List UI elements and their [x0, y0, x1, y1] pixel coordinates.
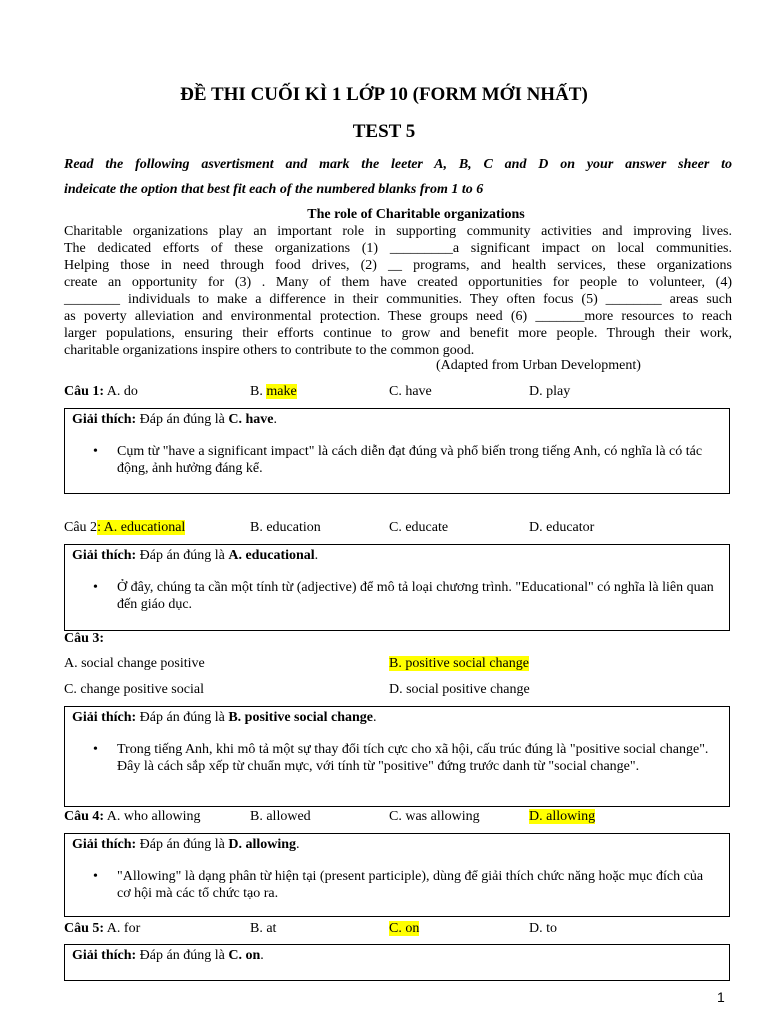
highlighted-option: C. on: [389, 921, 420, 936]
passage-source: (Adapted from Urban Development): [436, 358, 641, 373]
highlighted-option: make: [266, 384, 297, 399]
question-label: Câu 2: [64, 520, 98, 535]
option-b: B. at: [250, 921, 277, 936]
passage-line: create an opportunity for (3) . Many of them have created opportunities for people to volunteer, (4): [64, 275, 732, 290]
explanation-text: Cụm từ "have a significant impact" là cách diễn đạt đúng và phổ biến trong tiếng Anh, có nghĩa là có tác động, ảnh hưởng đáng kể.: [117, 444, 703, 476]
question-2-row: [64, 520, 185, 536]
explanation-text: Ở đây, chúng ta cần một tính từ (adjective) để mô tả loại chương trình. "Educational" có nghĩa là liên quan đến giáo dục.: [117, 580, 714, 612]
explanation-heading: Giải thích: Đáp án đúng là D. allowing.: [72, 837, 300, 852]
highlighted-option: : A. educational: [97, 520, 186, 535]
explanation-text: Trong tiếng Anh, khi mô tả một sự thay đổi tích cực cho xã hội, cấu trúc đúng là "positive social change". Đây là cách sắp xếp từ chuẩn mực, với tính từ "positive" đứng trước danh từ "social change".: [117, 742, 709, 774]
option-a: A. who allowing: [106, 809, 201, 824]
passage-line: Charitable organizations play an important role in supporting community activities and improving lives.: [64, 224, 732, 239]
option-d: D. social positive change: [389, 682, 530, 697]
passage-line: Helping those in need through food drives, (2) __ programs, and health services, these organizations: [64, 258, 732, 273]
option-d: D. educator: [529, 520, 595, 535]
option-c: C. educate: [389, 520, 449, 535]
question-4-row: [64, 809, 201, 825]
bullet-icon: •: [93, 580, 98, 595]
option-c: C. was allowing: [389, 809, 480, 824]
passage-line: as poverty alleviation and environmental protection. These groups need (6) _______more resources to reach: [64, 309, 732, 324]
option-d: [529, 809, 595, 825]
exam-title: ĐỀ THI CUỐI KÌ 1 LỚP 10 (FORM MỚI NHẤT): [180, 84, 588, 105]
passage-line: The dedicated efforts of these organizations (1) _________a significant impact on local communities.: [64, 241, 732, 256]
explanation-heading: Giải thích: Đáp án đúng là B. positive social change.: [72, 710, 377, 725]
bullet-icon: •: [93, 742, 98, 757]
passage-line: charitable organizations inspire others to contribute to the common good.: [64, 343, 475, 358]
instruction-line-1: Read the following asvertisment and mark the leeter A, B, C and D on your answer sheer to: [64, 157, 732, 172]
page-number: 1: [717, 989, 725, 1005]
highlighted-option: B. positive social change: [389, 656, 529, 671]
option-c: C. change positive social: [64, 682, 204, 697]
highlighted-option: D. allowing: [529, 809, 596, 824]
passage-title: The role of Charitable organizations: [307, 207, 525, 222]
option-b: [389, 656, 529, 672]
passage-line: ________ individuals to make a difference in their communities. They often focus (5) ________ areas such: [64, 292, 732, 307]
bullet-icon: •: [93, 444, 98, 459]
option-a: A. for: [106, 921, 141, 936]
explanation-box-2: [64, 544, 730, 631]
explanation-heading: Giải thích: Đáp án đúng là C. have.: [72, 412, 277, 427]
test-number: TEST 5: [352, 121, 416, 142]
option-d: D. play: [529, 384, 571, 399]
passage-line: larger populations, ensuring their efforts continue to grow and benefit more people. Through their work,: [64, 326, 732, 341]
question-label: Câu 4:: [64, 809, 105, 824]
explanation-box-4: [64, 833, 730, 917]
option-a: A. do: [106, 384, 138, 399]
explanation-heading: Giải thích: Đáp án đúng là A. educational.: [72, 548, 319, 563]
option-a: A. social change positive: [64, 656, 205, 671]
explanation-box-3: [64, 706, 730, 807]
question-label: Câu 1:: [64, 384, 105, 399]
question-label: Câu 5:: [64, 921, 105, 936]
explanation-box-1: [64, 408, 730, 494]
bullet-icon: •: [93, 869, 98, 884]
question-5-row: [64, 921, 140, 937]
option-c: C. have: [389, 384, 432, 399]
option-b: B. allowed: [250, 809, 311, 824]
question-1-row: [64, 384, 138, 400]
explanation-heading: Giải thích: Đáp án đúng là C. on.: [72, 948, 264, 963]
explanation-text: "Allowing" là dạng phân từ hiện tại (present participle), dùng để giải thích chức năng hoặc mục đích của cơ hội mà các tổ chức tạo ra.: [117, 869, 704, 901]
instruction-line-2: indeicate the option that best fit each of the numbered blanks from 1 to 6: [64, 182, 484, 197]
option-b: B. make: [250, 384, 297, 399]
question-3-label: Câu 3:: [64, 631, 105, 646]
option-b: B. education: [250, 520, 321, 535]
option-c: [389, 921, 419, 937]
option-d: D. to: [529, 921, 557, 936]
explanation-box-5: [64, 944, 730, 981]
